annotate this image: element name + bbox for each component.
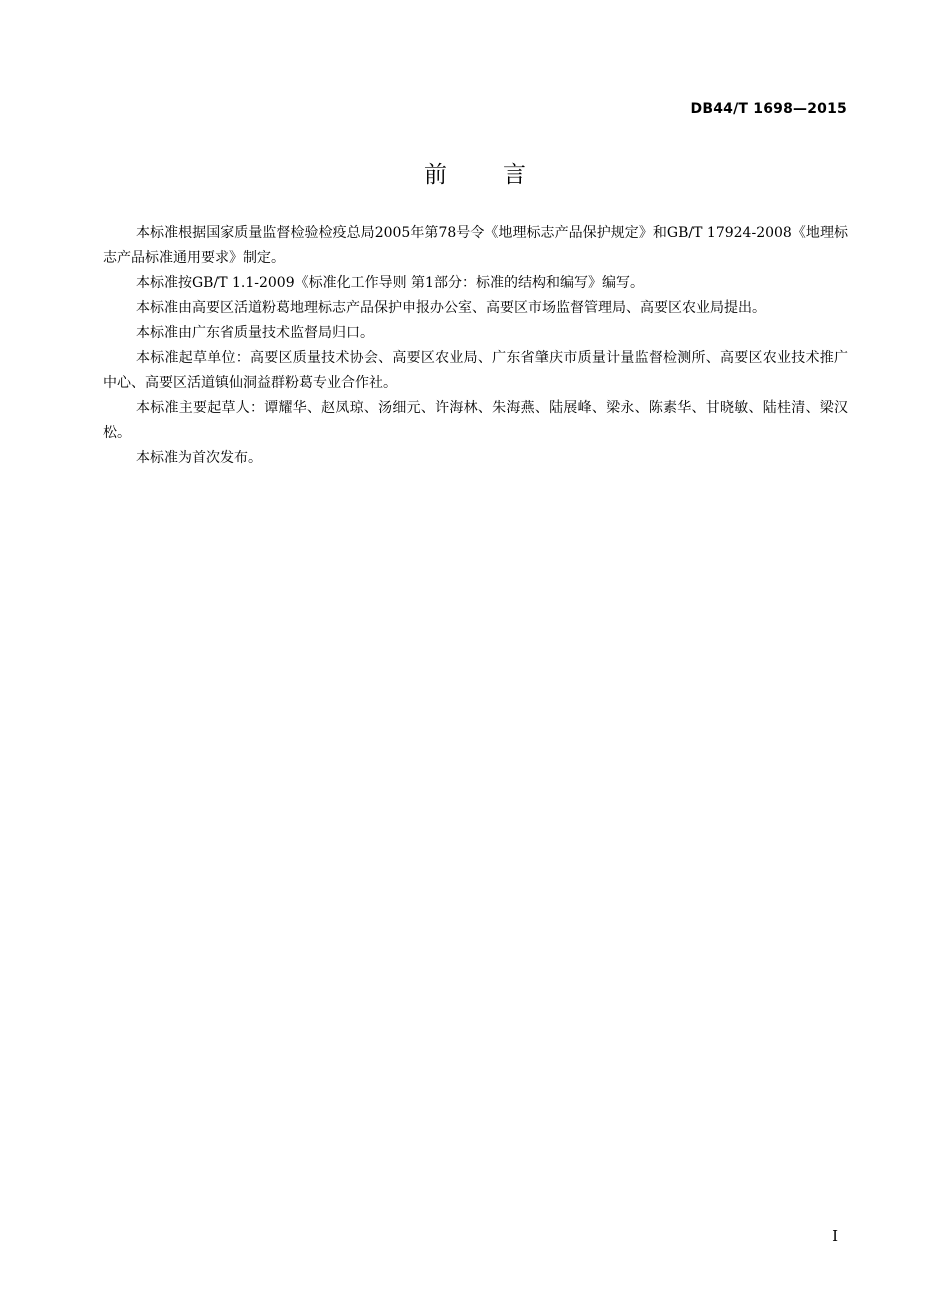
paragraph-administrator: 本标准由广东省质量技术监督局归口。 [136, 325, 374, 341]
paragraph-drafting-units: 本标准起草单位：高要区质量技术协会、高要区农业局、广东省肇庆市质量计量监督检测所、高要区农业技术推广中心、高要区活道镇仙洞益群粉葛专业合作社。 [103, 350, 848, 391]
paragraph-drafting-rules: 本标准按GB/T 1.1-2009《标准化工作导则 第1部分：标准的结构和编写》编写。 [136, 275, 644, 291]
page-number: I [832, 1227, 838, 1245]
paragraph-basis: 本标准根据国家质量监督检验检疫总局2005年第78号令《地理标志产品保护规定》和GB/T 17924-2008《地理标志产品标准通用要求》制定。 [103, 225, 848, 266]
page-title: 前言 [424, 162, 582, 188]
paragraph-drafters: 本标准主要起草人：谭耀华、赵凤琼、汤细元、许海林、朱海燕、陆展峰、梁永、陈素华、甘晓敏、陆桂清、梁汉松。 [103, 400, 848, 441]
document-code: DB44/T 1698—2015 [690, 101, 847, 117]
preface-body [103, 221, 848, 471]
paragraph-first-release: 本标准为首次发布。 [136, 450, 262, 466]
paragraph-proposer: 本标准由高要区活道粉葛地理标志产品保护申报办公室、高要区市场监督管理局、高要区农业局提出。 [136, 300, 766, 316]
